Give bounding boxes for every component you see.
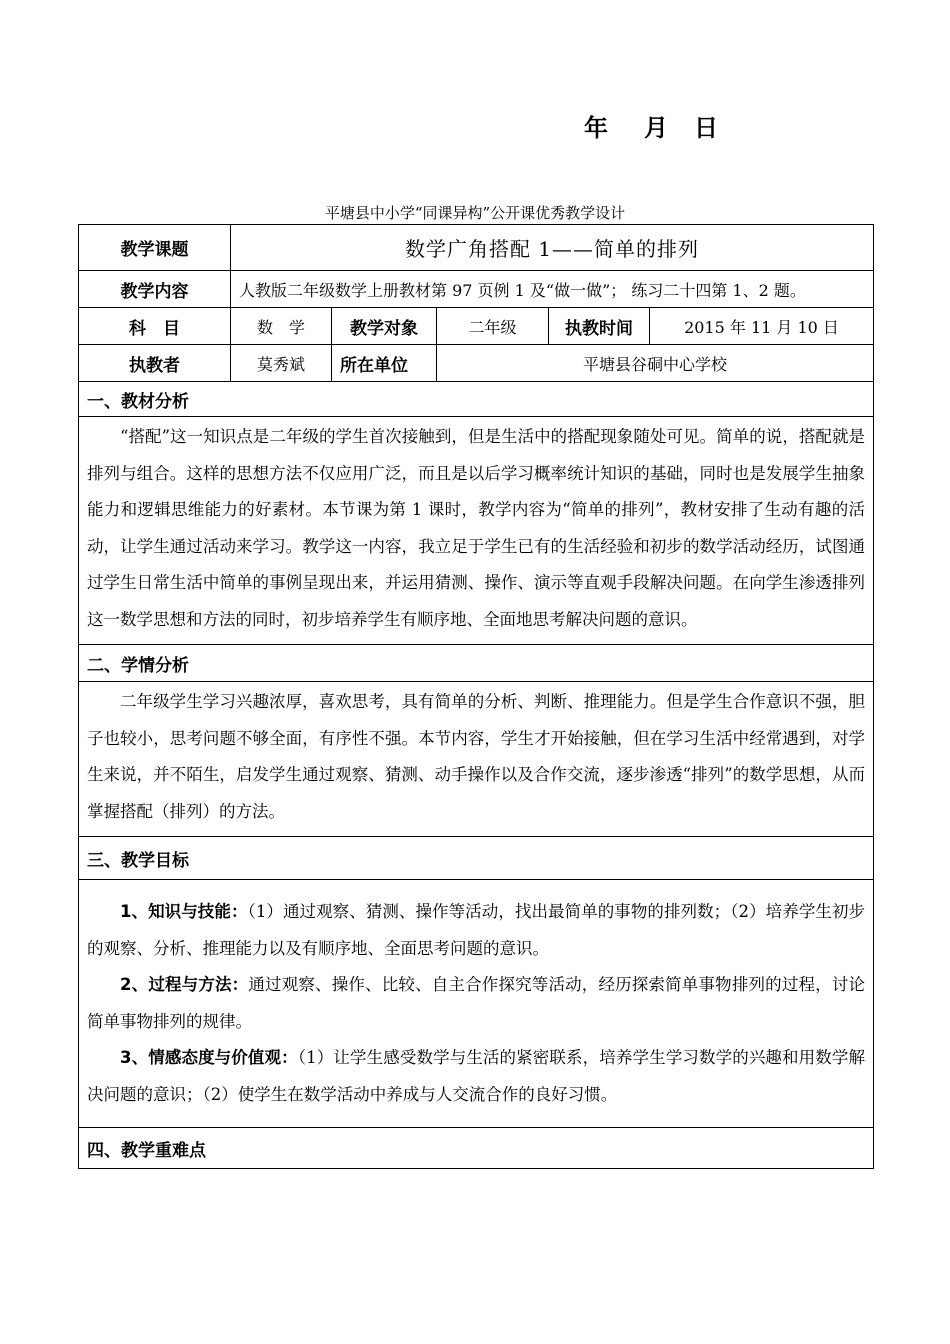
subject-label: 科 目 <box>79 308 231 345</box>
goal-2-title: 2、过程与方法： <box>120 975 249 994</box>
goal-1-text: （1）通过观察、猜测、操作等活动，找出最简单的事物的排列数；（2）培养学生初步的观察、分析、推理能力以及有顺序地、全面思考问题的意识。 <box>87 902 866 958</box>
section-4-head-row <box>79 1128 874 1169</box>
section-2-head-row <box>79 645 874 682</box>
section-2-text: 二年级学生学习兴趣浓厚，喜欢思考，具有简单的分析、判断、推理能力。但是学生合作意识不强，胆子也较小，思考问题不够全面，有序性不强。本节内容，学生才开始接触，但在学习生活中经常遇到，对学生来说，并不陌生，启发学生通过观察、猜测、动手操作以及合作交流，逐步渗透“排列”的数学思想，从而掌握搭配（排列）的方法。 <box>87 692 866 821</box>
topic-label: 教学课题 <box>79 225 231 271</box>
target-value: 二年级 <box>437 308 549 345</box>
teacher-value: 莫秀斌 <box>231 345 332 382</box>
date-year: 年 <box>584 114 608 142</box>
goal-3-text: （1）让学生感受数学与生活的紧密联系，培养学生学习数学的兴趣和用数学解决问题的意识；（2）使学生在数学活动中养成与人交流合作的良好习惯。 <box>87 1048 866 1104</box>
content-value: 人教版二年级数学上册教材第 97 页例 1 及“做一做”； 练习二十四第 1、2 题。 <box>231 271 874 308</box>
teacher-row <box>79 345 874 382</box>
section-3-body <box>79 880 874 1128</box>
goal-3-title: 3、情感态度与价值观： <box>120 1048 298 1067</box>
unit-label: 所在单位 <box>332 345 437 382</box>
section-3-title: 三、教学目标 <box>79 837 874 880</box>
date-day: 日 <box>694 114 718 142</box>
topic-row <box>79 225 874 271</box>
section-1-head-row <box>79 382 874 417</box>
subject-value: 数 学 <box>231 308 332 345</box>
section-1-title: 一、教材分析 <box>79 382 874 417</box>
section-3-head-row <box>79 837 874 880</box>
section-2-title: 二、学情分析 <box>79 645 874 682</box>
goal-1-title: 1、知识与技能： <box>120 902 248 921</box>
time-value: 2015 年 11 月 10 日 <box>650 308 874 345</box>
goal-2-text: 通过观察、操作、比较、自主合作探究等活动，经历探索简单事物排列的过程，讨论简单事物排列的规律。 <box>87 975 866 1031</box>
section-3-body-row <box>79 880 874 1128</box>
date-month: 月 <box>644 114 668 142</box>
time-label: 执教时间 <box>549 308 650 345</box>
goal-3 <box>87 1040 865 1113</box>
content-row <box>79 271 874 308</box>
section-2-body-row <box>79 682 874 837</box>
document-title: 平塘县中小学“同课异构”公开课优秀教学设计 <box>324 204 626 222</box>
topic-value: 数学广角搭配 1——简单的排列 <box>231 225 874 271</box>
target-label: 教学对象 <box>332 308 437 345</box>
section-4-title: 四、教学重难点 <box>79 1128 874 1169</box>
teacher-label: 执教者 <box>79 345 231 382</box>
subject-row <box>79 308 874 345</box>
goal-2 <box>87 967 865 1040</box>
section-2-body <box>79 682 874 837</box>
date-line <box>584 108 718 143</box>
lesson-plan-table <box>78 224 874 1169</box>
content-label: 教学内容 <box>79 271 231 308</box>
goal-1 <box>87 894 865 967</box>
section-1-text: “搭配”这一知识点是二年级的学生首次接触到，但是生活中的搭配现象随处可见。简单的说，搭配就是排列与组合。这样的思想方法不仅应用广泛，而且是以后学习概率统计知识的基础，同时也是发展学生抽象能力和逻辑思维能力的好素材。本节课为第 1 课时，教学内容为“简单的排列”，教材安排了生动有趣的活动，让学生通过活动来学习。教学这一内容，我立足于学生已有的生活经验和初步的数学活动经历，试图通过学生日常生活中简单的事例呈现出来，并运用猜测、操作、演示等直观手段解决问题。在向学生渗透排列这一数学思想和方法的同时，初步培养学生有顺序地、全面地思考解决问题的意识。 <box>87 427 866 629</box>
section-1-body-row <box>79 417 874 645</box>
section-1-body <box>79 417 874 645</box>
unit-value: 平塘县谷硐中心学校 <box>437 345 874 382</box>
